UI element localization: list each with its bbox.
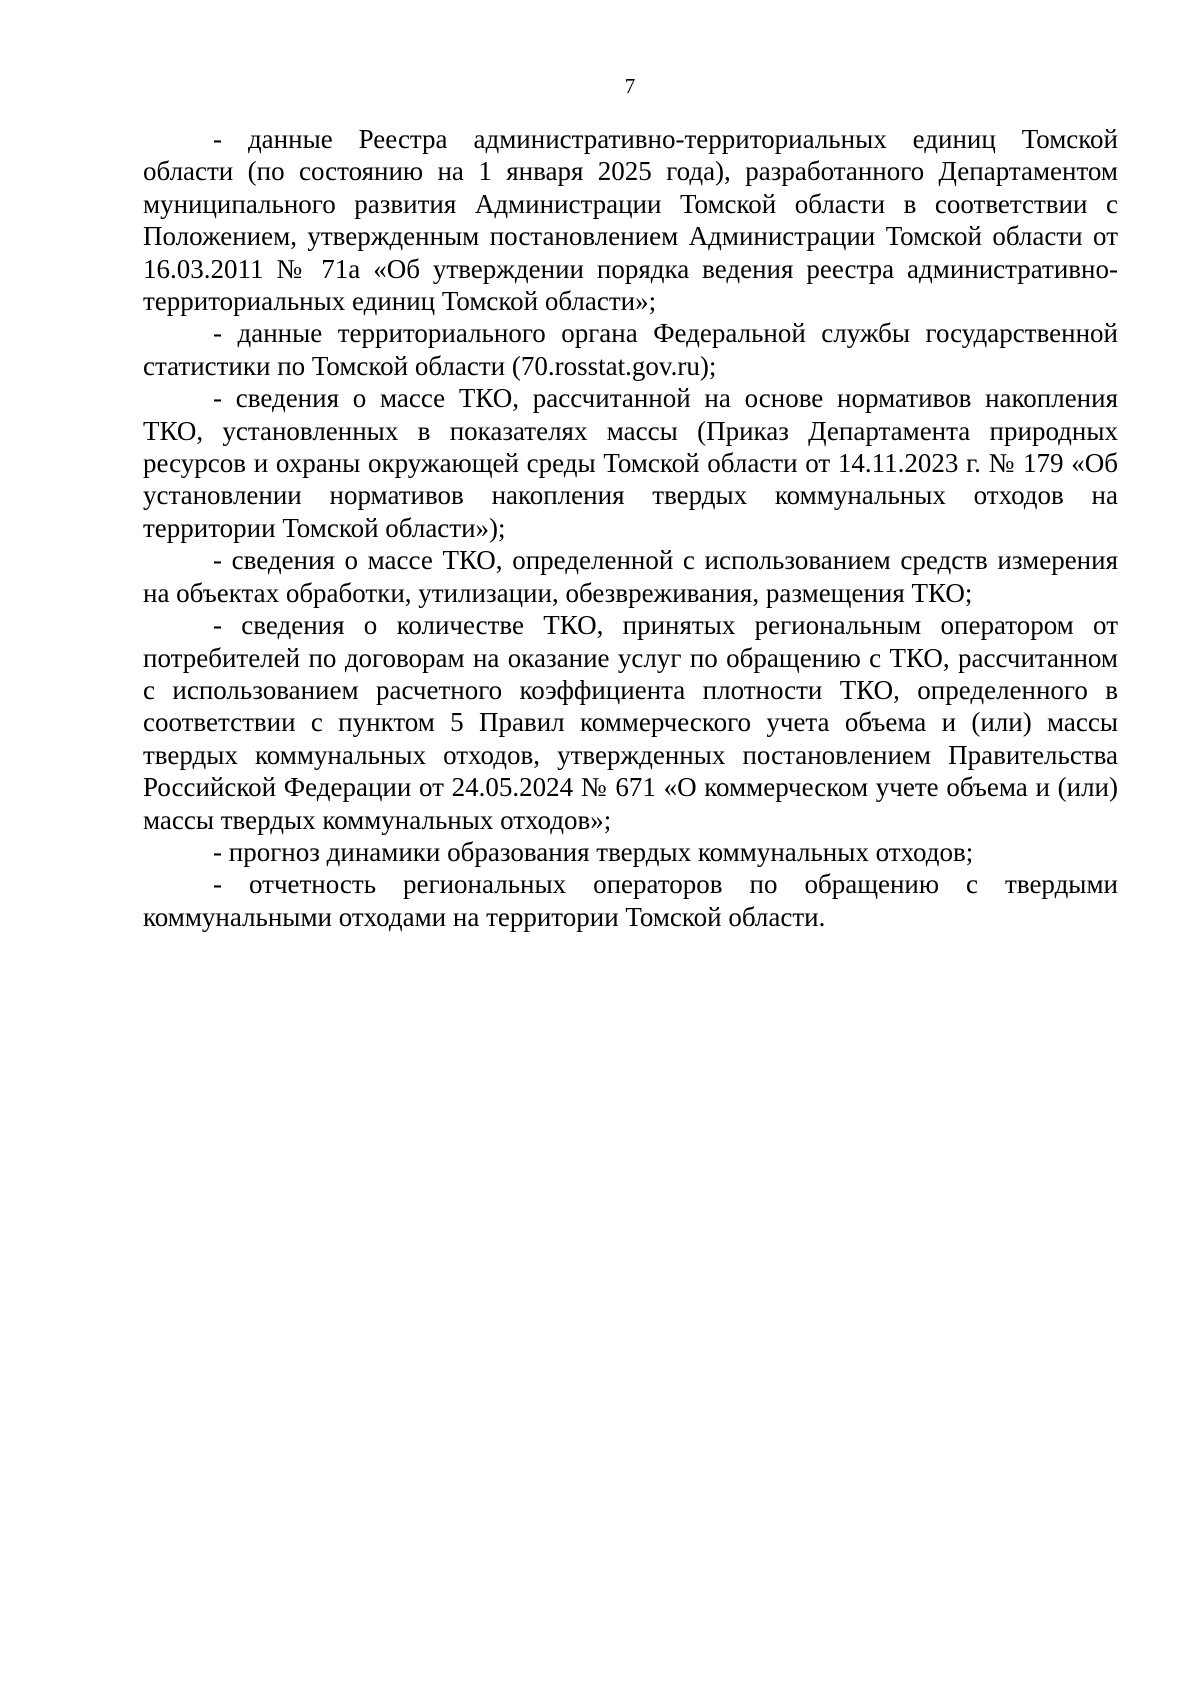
list-item-operator-reports: - отчетность региональных операторов по обращению с твердыми коммунальными отходами на территории Томской области. (143, 869, 1118, 932)
list-item-rosstat-data: - данные территориального органа Федеральной службы государственной статистики по Томской области (70.rosstat.gov.ru); (143, 318, 1118, 381)
list-item-registry-data: - данные Реестра административно-территориальных единиц Томской области (по состоянию на 1 января 2025 года), разработанного Департаментом муниципального развития Администрации Томской области в соответствии с Положением, утвержденным постановлением Администрации Томской области от 16.03.2011 № 71а «Об утверждении порядка ведения реестра административно-территориальных единиц Томской области»; (143, 124, 1118, 317)
page-number: 7 (624, 74, 636, 98)
document-body (143, 123, 1118, 933)
list-item-norms-mass: - сведения о массе ТКО, рассчитанной на основе нормативов накопления ТКО, установленных в показателях массы (Приказ Департамента природных ресурсов и охраны окружающей среды Томской области от 14.11.2023 г. № 179 «Об установлении нормативов накопления твердых коммунальных отходов на территории Томской области»); (143, 383, 1118, 543)
list-item-operator-quantity: - сведения о количестве ТКО, принятых региональным оператором от потребителей по договорам на оказание услуг по обращению с ТКО, рассчитанном с использованием расчетного коэффициента плотности ТКО, определенного в соответствии с пунктом 5 Правил коммерческого учета объема и (или) массы твердых коммунальных отходов, утвержденных постановлением Правительства Российской Федерации от 24.05.2024 № 671 «О коммерческом учете объема и (или) массы твердых коммунальных отходов»; (143, 610, 1118, 835)
list-item-measured-mass: - сведения о массе ТКО, определенной с использованием средств измерения на объектах обработки, утилизации, обезвреживания, размещения ТКО; (143, 545, 1118, 608)
list-item-forecast: - прогноз динамики образования твердых коммунальных отходов; (213, 836, 974, 867)
